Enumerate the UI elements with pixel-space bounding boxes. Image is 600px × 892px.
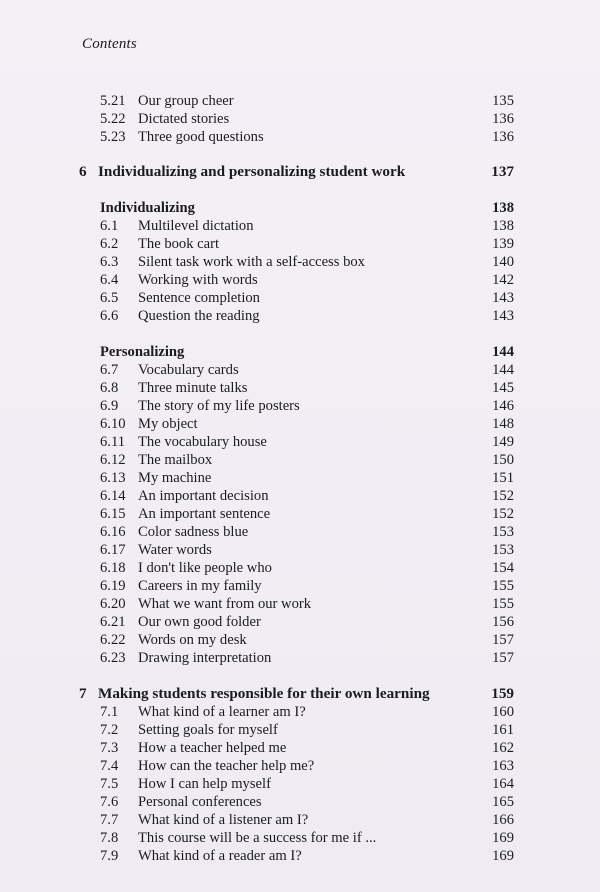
section-title: Personalizing	[100, 344, 185, 360]
entry-page: 162	[492, 740, 514, 756]
entry-title: Setting goals for myself	[138, 722, 278, 738]
toc-entry[interactable]	[0, 522, 600, 542]
entry-page: 148	[492, 416, 514, 432]
toc-entry[interactable]	[0, 558, 600, 578]
entry-title: What kind of a learner am I?	[138, 704, 306, 720]
chapter-number: 7	[79, 685, 87, 702]
entry-title: Color sadness blue	[138, 524, 249, 540]
chapter-number: 6	[79, 163, 87, 180]
entry-page: 150	[492, 452, 514, 468]
entry-title: Personal conferences	[138, 794, 262, 810]
entry-title: What kind of a listener am I?	[138, 812, 309, 828]
toc-entry[interactable]	[0, 540, 600, 560]
entry-number: 6.18	[100, 560, 126, 576]
toc-entry[interactable]	[0, 378, 600, 398]
entry-title: I don't like people who	[138, 560, 272, 576]
entry-number: 7.8	[100, 830, 119, 846]
entry-page: 142	[492, 272, 514, 288]
entry-title: Sentence completion	[138, 290, 260, 306]
entry-page: 140	[492, 254, 514, 270]
toc-entry[interactable]	[0, 396, 600, 416]
entry-number: 7.5	[100, 776, 119, 792]
entry-page: 154	[492, 560, 514, 576]
entry-number: 6.3	[100, 254, 119, 270]
entry-page: 161	[492, 722, 514, 738]
entry-number: 5.22	[100, 111, 126, 127]
entry-number: 7.2	[100, 722, 119, 738]
entry-title: Our group cheer	[138, 93, 234, 109]
entry-page: 157	[492, 632, 514, 648]
entry-number: 6.15	[100, 506, 126, 522]
entry-title: An important decision	[138, 488, 269, 504]
entry-number: 6.19	[100, 578, 126, 594]
entry-page: 169	[492, 830, 514, 846]
toc-entry[interactable]	[0, 630, 600, 650]
toc-entry[interactable]	[0, 91, 600, 111]
toc-entry[interactable]	[0, 738, 600, 758]
section-personalizing[interactable]	[0, 342, 600, 362]
entry-title: The mailbox	[138, 452, 213, 468]
entry-page: 144	[492, 362, 514, 378]
entry-title: Words on my desk	[138, 632, 247, 648]
toc-entry[interactable]	[0, 504, 600, 524]
entry-title: An important sentence	[138, 506, 271, 522]
entry-page: 156	[492, 614, 514, 630]
entry-page: 151	[492, 470, 514, 486]
entry-number: 7.1	[100, 704, 119, 720]
chapter-title: Making students responsible for their own learning	[98, 685, 430, 702]
entry-title: Dictated stories	[138, 111, 230, 127]
entry-number: 6.22	[100, 632, 126, 648]
entry-number: 7.3	[100, 740, 119, 756]
entry-number: 6.20	[100, 596, 126, 612]
section-title: Individualizing	[100, 200, 195, 216]
entry-page: 155	[492, 596, 514, 612]
entry-title: Working with words	[138, 272, 258, 288]
entry-page: 153	[492, 524, 514, 540]
entry-title: How can the teacher help me?	[138, 758, 315, 774]
entry-page: 157	[492, 650, 514, 666]
entry-title: How a teacher helped me	[138, 740, 287, 756]
entry-title: Multilevel dictation	[138, 218, 254, 234]
toc-entry[interactable]	[0, 109, 600, 129]
entry-page: 139	[492, 236, 514, 252]
entry-title: Three minute talks	[138, 380, 248, 396]
toc-entry[interactable]	[0, 828, 600, 848]
toc-entry[interactable]	[0, 414, 600, 434]
toc-entry[interactable]	[0, 270, 600, 290]
entry-title: Silent task work with a self-access box	[138, 254, 365, 270]
entry-page: 152	[492, 506, 514, 522]
entry-title: What we want from our work	[138, 596, 312, 612]
running-head: Contents	[82, 36, 137, 52]
entry-title: The book cart	[138, 236, 220, 252]
chapter-title: Individualizing and personalizing student work	[98, 163, 406, 180]
entry-number: 6.11	[100, 434, 125, 450]
toc-entry[interactable]	[0, 252, 600, 272]
entry-number: 6.7	[100, 362, 119, 378]
entry-number: 6.5	[100, 290, 119, 306]
entry-number: 6.21	[100, 614, 126, 630]
toc-entry[interactable]	[0, 810, 600, 830]
toc-entry[interactable]	[0, 792, 600, 812]
entry-number: 6.4	[100, 272, 119, 288]
entry-page: 136	[492, 111, 514, 127]
entry-title: My object	[138, 416, 198, 432]
toc-entry[interactable]	[0, 594, 600, 614]
entry-title: Drawing interpretation	[138, 650, 272, 666]
entry-number: 7.9	[100, 848, 119, 864]
entry-number: 6.9	[100, 398, 119, 414]
toc-entry[interactable]	[0, 846, 600, 866]
entry-page: 164	[492, 776, 514, 792]
entry-number: 6.10	[100, 416, 126, 432]
entry-number: 6.8	[100, 380, 119, 396]
entry-number: 6.2	[100, 236, 119, 252]
toc-entry[interactable]	[0, 288, 600, 308]
toc-entry[interactable]	[0, 360, 600, 380]
entry-title: The story of my life posters	[138, 398, 300, 414]
toc-entry[interactable]	[0, 234, 600, 254]
entry-title: Question the reading	[138, 308, 260, 324]
entry-page: 163	[492, 758, 514, 774]
entry-page: 145	[492, 380, 514, 396]
entry-page: 138	[492, 218, 514, 234]
toc-entry[interactable]	[0, 576, 600, 596]
entry-page: 143	[492, 308, 514, 324]
chapter-6-heading[interactable]	[0, 162, 600, 182]
section-page: 144	[492, 344, 514, 360]
entry-number: 6.17	[100, 542, 126, 558]
entry-number: 6.13	[100, 470, 126, 486]
entry-page: 166	[492, 812, 514, 828]
toc-entry[interactable]	[0, 127, 600, 147]
entry-page: 153	[492, 542, 514, 558]
entry-page: 136	[492, 129, 514, 145]
entry-title: What kind of a reader am I?	[138, 848, 302, 864]
entry-number: 7.6	[100, 794, 119, 810]
entry-number: 7.7	[100, 812, 119, 828]
entry-page: 155	[492, 578, 514, 594]
entry-number: 5.21	[100, 93, 126, 109]
entry-page: 160	[492, 704, 514, 720]
entry-title: Water words	[138, 542, 212, 558]
entry-page: 165	[492, 794, 514, 810]
entry-number: 5.23	[100, 129, 126, 145]
toc-entry[interactable]	[0, 648, 600, 668]
section-individualizing[interactable]	[0, 198, 600, 218]
entry-page: 143	[492, 290, 514, 306]
entry-title: How I can help myself	[138, 776, 271, 792]
toc-entry[interactable]	[0, 720, 600, 740]
entry-title: Three good questions	[138, 129, 264, 145]
toc-entry[interactable]	[0, 450, 600, 470]
entry-title: Our own good folder	[138, 614, 261, 630]
entry-number: 6.14	[100, 488, 126, 504]
entry-page: 135	[492, 93, 514, 109]
entry-title: This course will be a success for me if ...	[138, 830, 377, 846]
entry-title: Vocabulary cards	[138, 362, 239, 378]
entry-page: 149	[492, 434, 514, 450]
toc-entry[interactable]	[0, 468, 600, 488]
entry-page: 152	[492, 488, 514, 504]
entry-page: 146	[492, 398, 514, 414]
entry-title: Careers in my family	[138, 578, 262, 594]
toc-entry[interactable]	[0, 486, 600, 506]
toc-entry[interactable]	[0, 216, 600, 236]
entry-number: 7.4	[100, 758, 119, 774]
section-page: 138	[492, 200, 514, 216]
entry-title: The vocabulary house	[138, 434, 267, 450]
entry-page: 169	[492, 848, 514, 864]
toc-entry[interactable]	[0, 432, 600, 452]
toc-entry[interactable]	[0, 756, 600, 776]
chapter-page: 137	[491, 163, 514, 180]
chapter-page: 159	[491, 685, 514, 702]
entry-title: My machine	[138, 470, 212, 486]
entry-number: 6.23	[100, 650, 126, 666]
entry-number: 6.12	[100, 452, 126, 468]
entry-number: 6.16	[100, 524, 126, 540]
entry-number: 6.1	[100, 218, 119, 234]
entry-number: 6.6	[100, 308, 119, 324]
toc-entry[interactable]	[0, 612, 600, 632]
toc-entry[interactable]	[0, 306, 600, 326]
chapter-7-heading[interactable]	[0, 684, 600, 704]
toc-entry[interactable]	[0, 702, 600, 722]
toc-entry[interactable]	[0, 774, 600, 794]
